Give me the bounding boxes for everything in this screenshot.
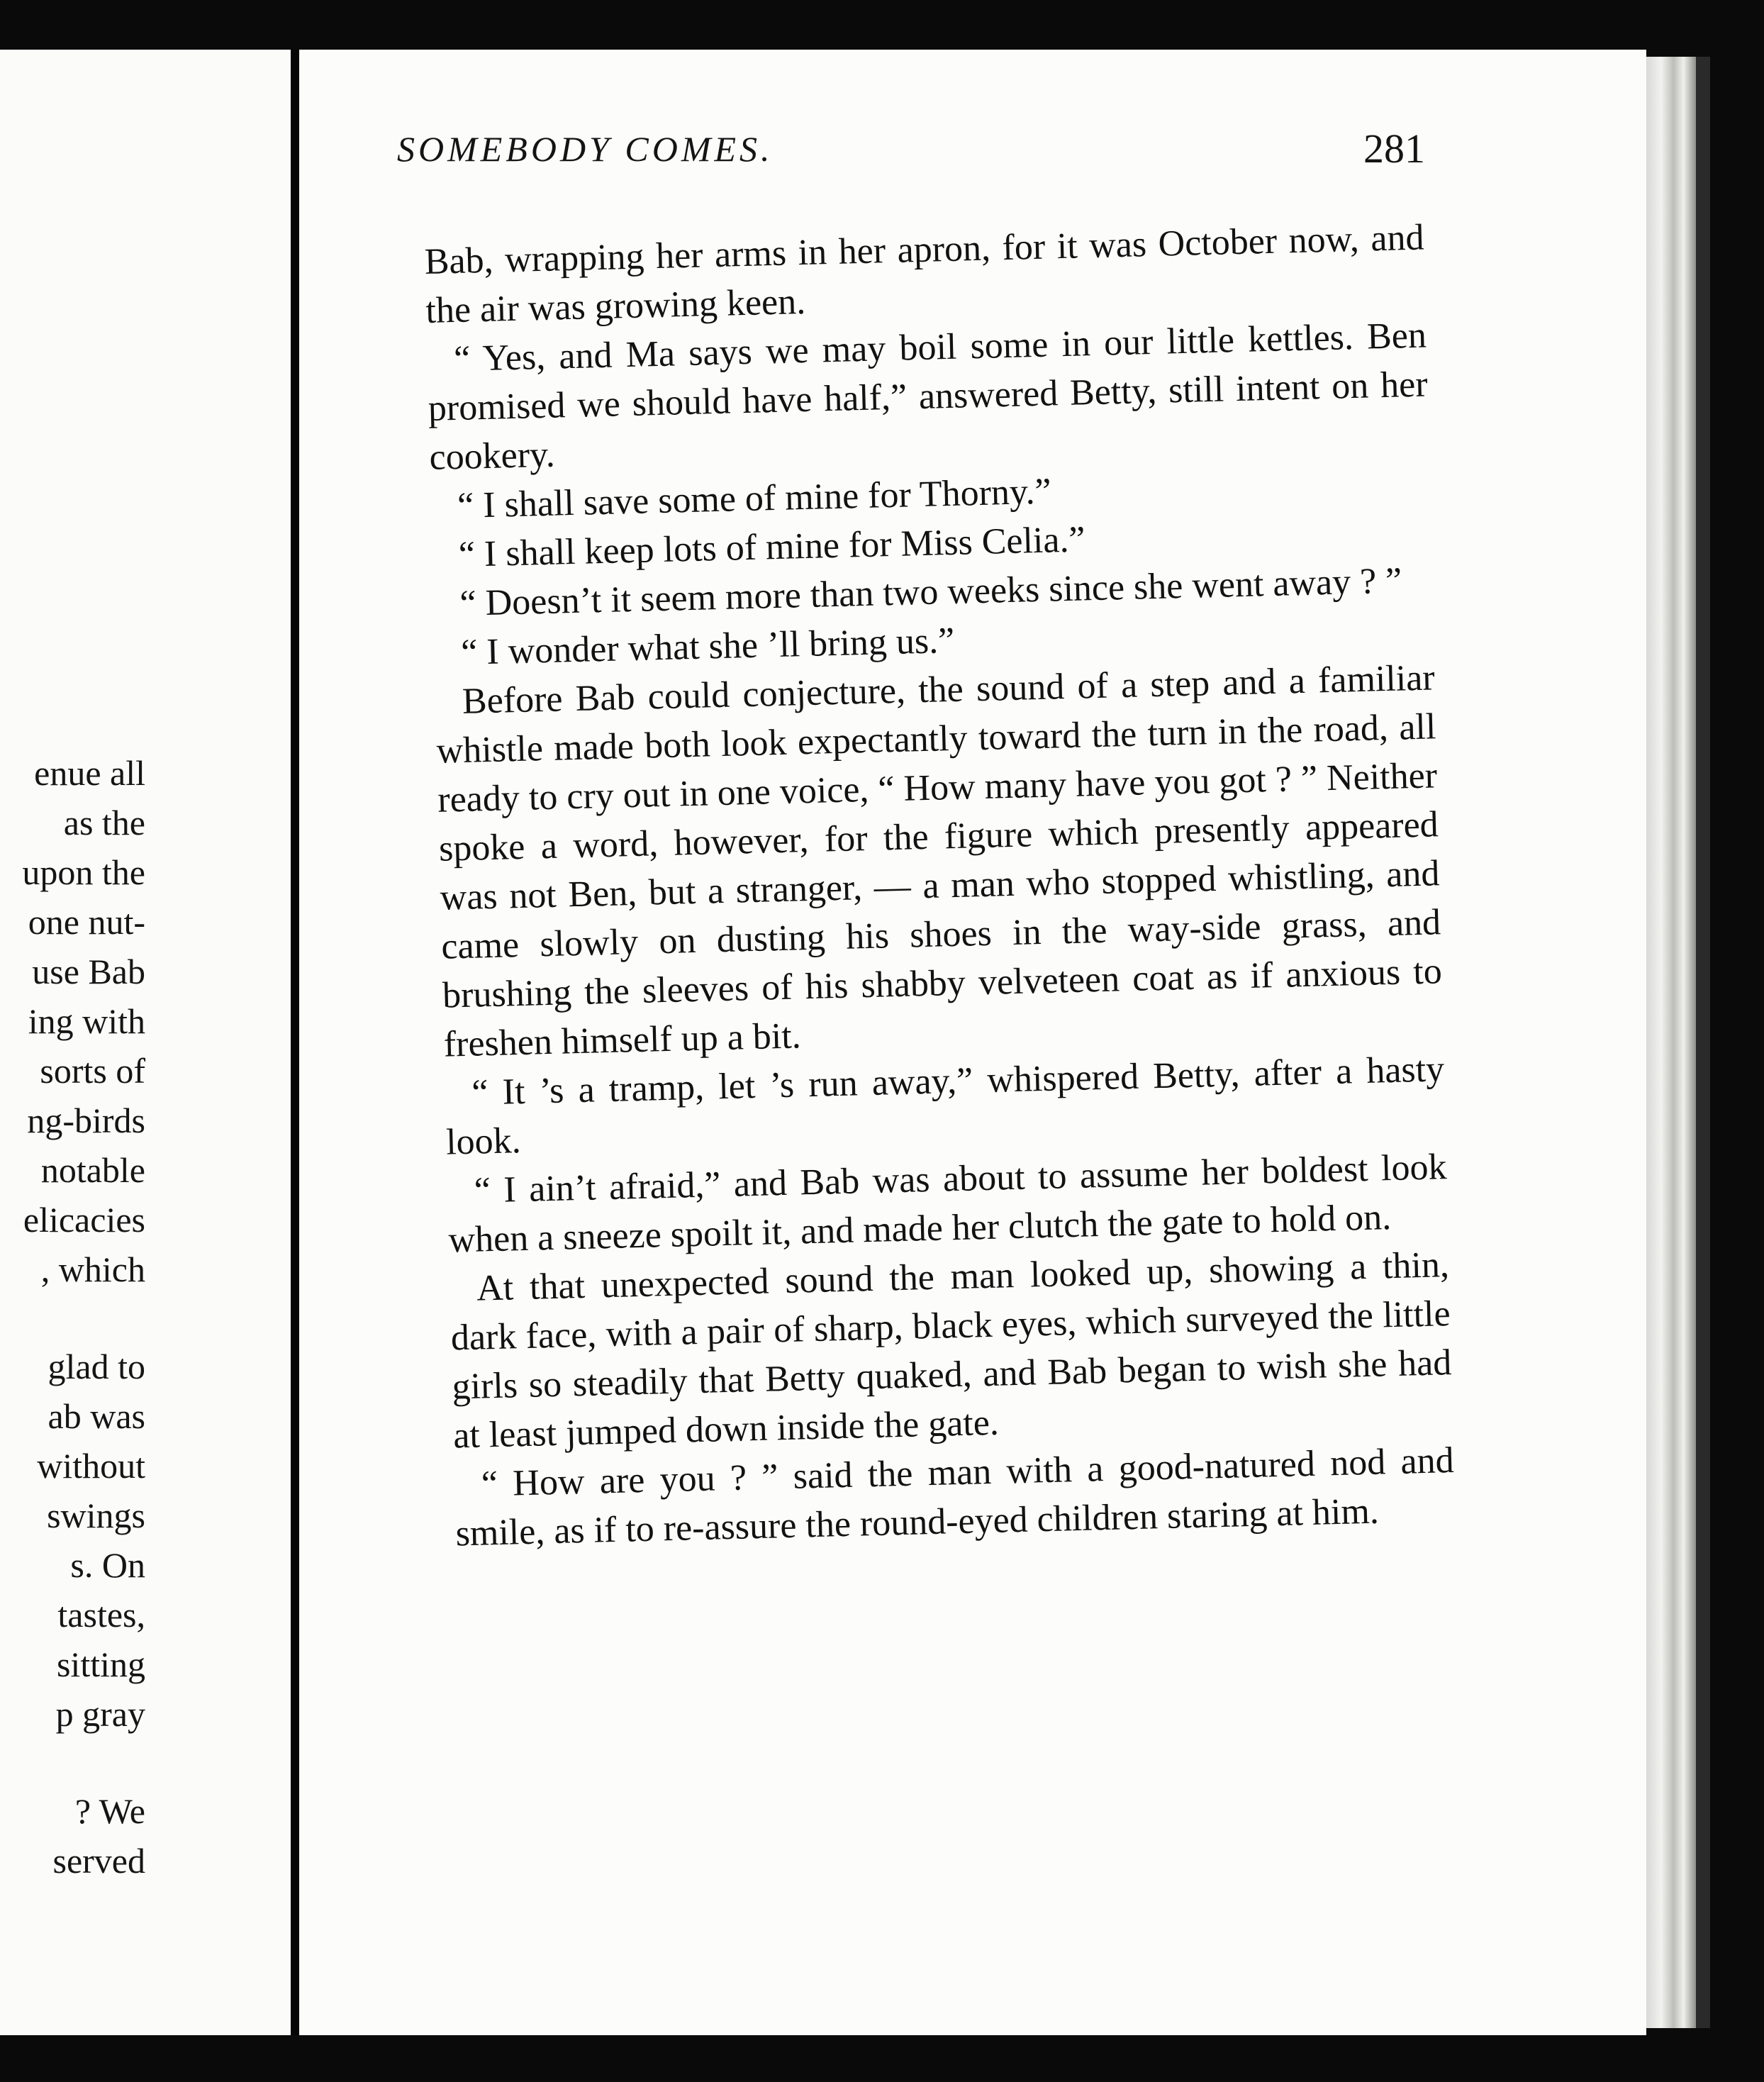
left-fragment: p gray	[55, 1694, 145, 1734]
left-fragment: swings	[47, 1496, 145, 1535]
left-fragment: upon the	[22, 852, 145, 892]
left-fragment: ng-birds	[27, 1101, 145, 1140]
left-fragment: elicacies	[23, 1200, 145, 1240]
paragraph: “ I shall keep lots of mine for Miss Celia.”	[458, 519, 1086, 575]
left-fragment: notable	[40, 1150, 145, 1190]
paragraph: At that unexpected sound the man looked up, showing a thin, dark face, with a pair of sharp, black eyes, which surveyed the little girls so steadily that Betty quaked, and Bab began to wish she had at least jumped down inside the gate.	[450, 1245, 1452, 1457]
paragraph: “ I ain’t afraid,” and Bab was about to assume her boldest look when a sneeze spoilt it, and made her clutch the gate to hold on.	[447, 1147, 1448, 1261]
page-block-edge	[1646, 57, 1696, 2028]
chapter-title: SOMEBODY COMES.	[397, 129, 774, 169]
running-head	[397, 121, 1425, 177]
left-fragment: tastes,	[57, 1595, 145, 1635]
paragraph: “ How are you ? ” said the man with a good-natured nod and smile, as if to re-assure the round-eyed children staring at him.	[454, 1440, 1455, 1554]
left-fragment: , which	[40, 1249, 145, 1289]
body-text	[424, 213, 1456, 1559]
left-fragment: sitting	[56, 1644, 145, 1684]
left-fragment: s. On	[70, 1545, 145, 1585]
paragraph: “ Doesn’t it seem more than two weeks since she went away ? ”	[459, 560, 1402, 624]
left-fragment: one nut-	[28, 902, 145, 942]
left-fragment: served	[52, 1841, 145, 1881]
cover-edge	[1696, 57, 1710, 2028]
book-gutter	[291, 50, 299, 2035]
page-number: 281	[1363, 126, 1425, 172]
paragraph: “ Yes, and Ma says we may boil some in our little kettles. Ben promised we should have half,” answered Betty, still intent on her cookery.	[428, 315, 1429, 478]
paragraph: “ It ’s a tramp, let ’s run away,” whispered Betty, after a hasty look.	[445, 1049, 1445, 1163]
paragraph: Bab, wrapping her arms in her apron, for it was October now, and the air was growing keen.	[424, 217, 1425, 331]
left-fragment: ing with	[28, 1001, 145, 1041]
left-fragment: sorts of	[40, 1051, 145, 1091]
left-fragment: without	[37, 1446, 145, 1486]
left-page	[0, 50, 291, 2035]
left-fragment: use Bab	[32, 952, 145, 991]
left-fragment: glad to	[48, 1347, 145, 1386]
left-fragment: enue all	[34, 753, 145, 793]
left-fragment: as the	[63, 803, 145, 842]
left-page-text-fragments	[0, 748, 284, 1886]
left-fragment: ab was	[48, 1396, 145, 1436]
paragraph: “ I shall save some of mine for Thorny.”	[457, 471, 1052, 526]
paragraph: Before Bab could conjecture, the sound of a step and a familiar whistle made both look expectantly toward the turn in the road, all ready to cry out in one voice, “ How many have you got ? ” Neither spoke a word, however, for the figure which presently appeared was not Ben, but a stranger, — a man who stopped whistling, and came slowly on dusting his shoes in the way-side grass, and brushing the sleeves of his shabby velveteen coat as if anxious to freshen himself up a bit.	[436, 657, 1443, 1065]
paragraph: “ I wonder what she ’ll bring us.”	[460, 620, 955, 673]
left-fragment: ? We	[74, 1791, 145, 1831]
